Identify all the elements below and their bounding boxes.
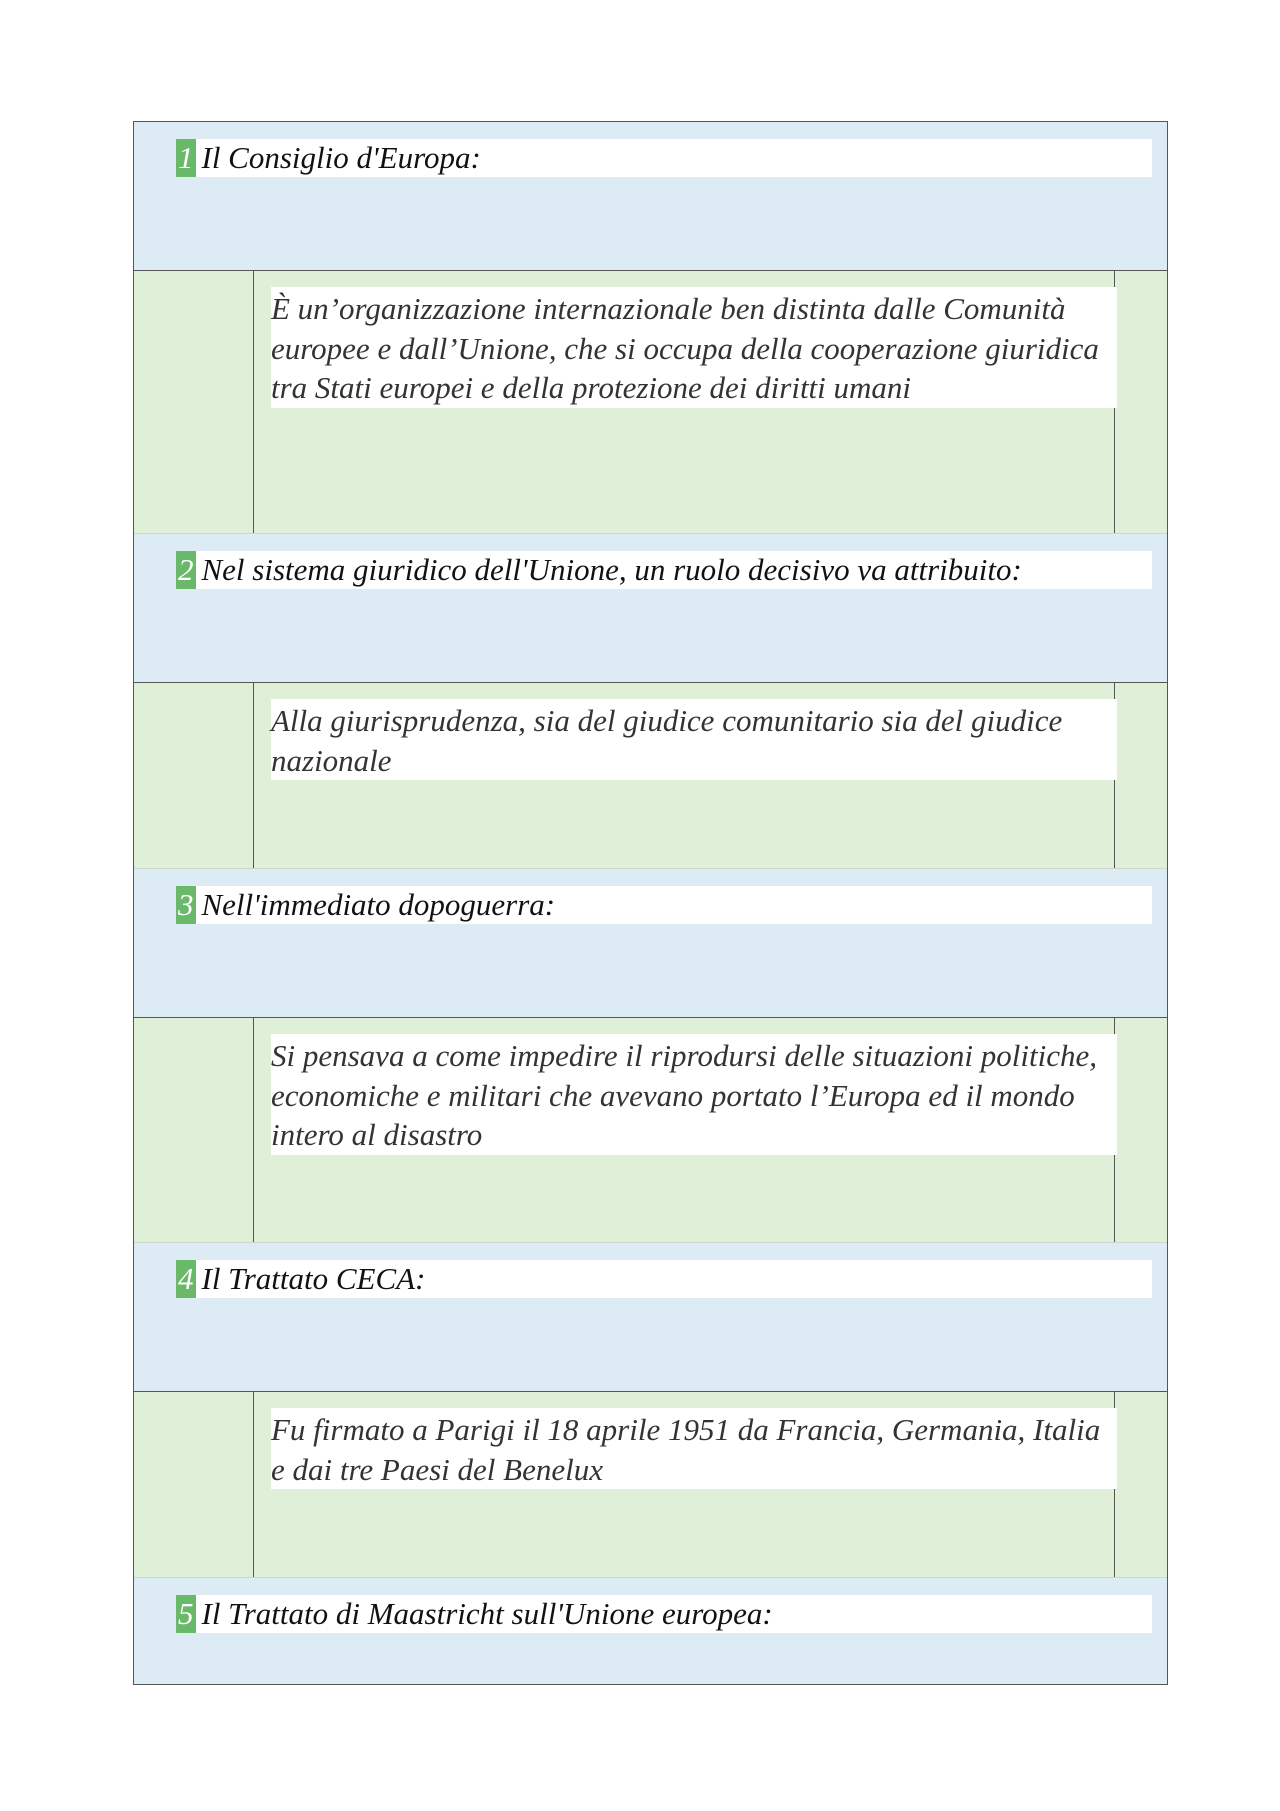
answer-text: Alla giurisprudenza, sia del giudice comunitario sia del giudice nazionale <box>271 699 1117 780</box>
quiz-table <box>133 121 1168 1685</box>
question-line <box>176 1260 1152 1298</box>
answer-cell <box>253 271 1115 533</box>
question-text: Nell'immediato dopoguerra: <box>201 887 556 922</box>
question-row-3 <box>134 869 1167 1018</box>
question-number: 2 <box>178 552 194 587</box>
question-text: Il Trattato di Maastricht sull'Unione europea: <box>201 1596 773 1631</box>
answer-row-4 <box>134 1392 1167 1578</box>
question-line <box>176 1595 1152 1633</box>
question-text: Il Consiglio d'Europa: <box>201 140 481 175</box>
question-number: 3 <box>178 887 194 922</box>
answer-row-2 <box>134 683 1167 869</box>
question-number: 1 <box>178 140 194 175</box>
question-row-4 <box>134 1243 1167 1392</box>
answer-text: Si pensava a come impedire il riprodursi delle situazioni politiche, economiche e militari che avevano portato l’Europa ed il mondo intero al disastro <box>271 1034 1117 1155</box>
question-number: 4 <box>178 1261 194 1296</box>
answer-text: È un’organizzazione internazionale ben distinta dalle Comunità europee e dall’Unione, che si occupa della cooperazione giuridica tra Stati europei e della protezione dei diritti umani <box>271 287 1117 408</box>
question-number: 5 <box>178 1596 194 1631</box>
answer-cell <box>253 1392 1115 1577</box>
question-line <box>176 886 1152 924</box>
answer-cell <box>253 683 1115 868</box>
question-row-5 <box>134 1578 1167 1684</box>
question-text: Nel sistema giuridico dell'Unione, un ruolo decisivo va attribuito: <box>201 552 1022 587</box>
answer-row-1 <box>134 271 1167 534</box>
question-line <box>176 139 1152 177</box>
answer-row-3 <box>134 1018 1167 1243</box>
question-line <box>176 551 1152 589</box>
answer-text: Fu firmato a Parigi il 18 aprile 1951 da Francia, Germania, Italia e dai tre Paesi del Benelux <box>271 1408 1117 1489</box>
question-text: Il Trattato CECA: <box>201 1261 426 1296</box>
question-row-2 <box>134 534 1167 683</box>
answer-cell <box>253 1018 1115 1242</box>
question-row-1 <box>134 122 1167 271</box>
